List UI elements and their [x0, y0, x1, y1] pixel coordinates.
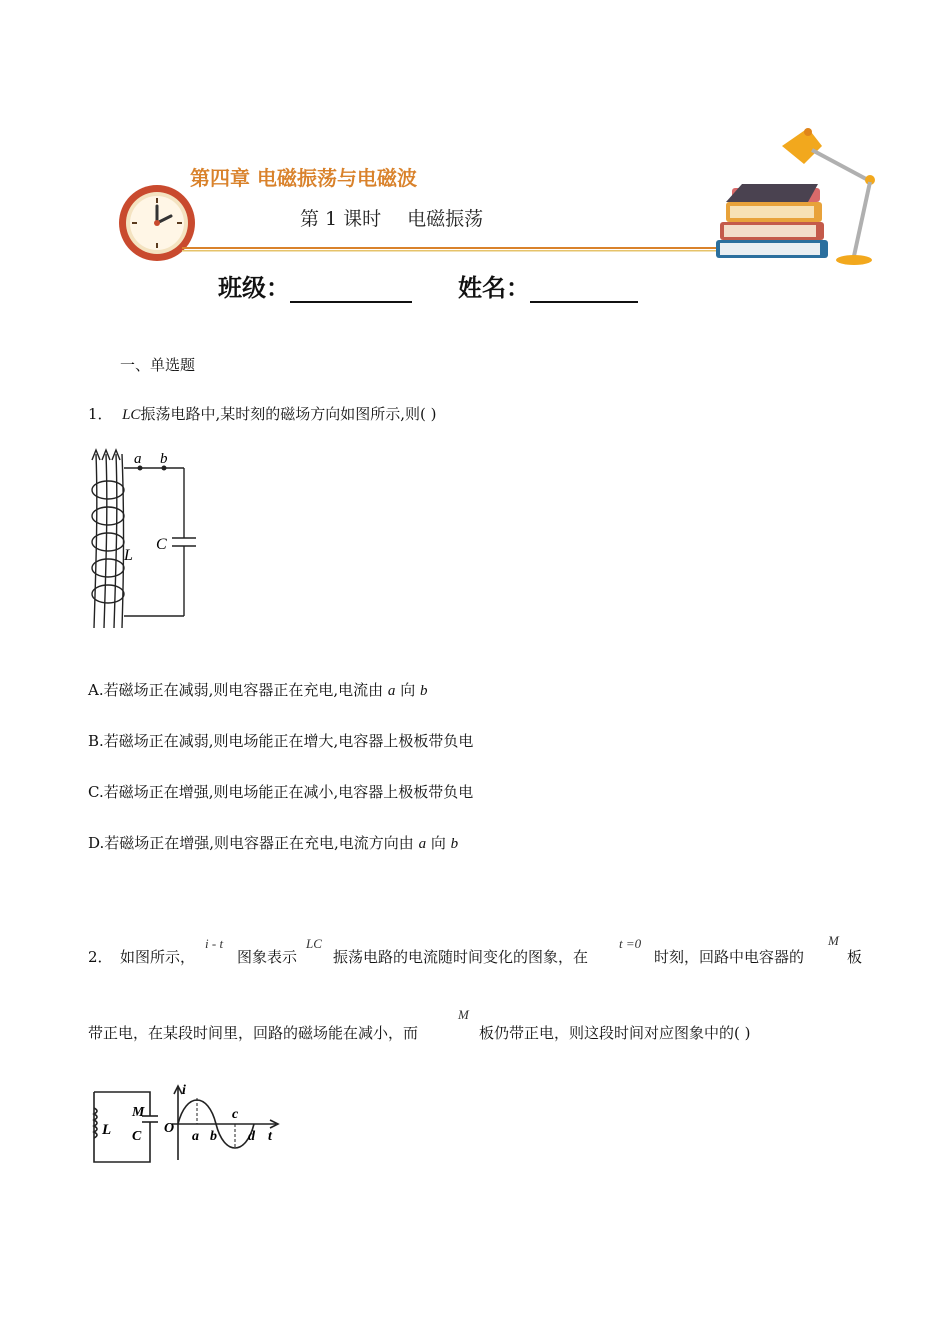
- student-info: [218, 268, 638, 303]
- question-2-line2b: 板仍带正电，则这段时间对应图象中的( ): [479, 1024, 751, 1042]
- fig2-label-c-point: c: [232, 1107, 239, 1122]
- q1-circuit-figure: [84, 446, 196, 632]
- fig2-label-o: O: [164, 1121, 175, 1136]
- fig2-label-a: a: [192, 1129, 199, 1144]
- question-1-stem: [88, 403, 436, 424]
- fig2-label-d: d: [248, 1129, 255, 1144]
- name-label: 姓名：: [458, 274, 530, 302]
- fig-label-a: a: [134, 451, 142, 467]
- question-2-number: 2．: [88, 948, 113, 966]
- fig-label-b: b: [160, 451, 168, 467]
- fig2-label-l: L: [102, 1122, 112, 1138]
- option-c[interactable]: C.若磁场正在增强,则电场能正在减小,电容器上极板带负电: [88, 783, 474, 801]
- question-2-text-5: 板: [847, 948, 863, 966]
- lc-symbol: LC: [122, 407, 141, 423]
- question-2-text-3: 振荡电路的电流随时间变化的图象，在: [333, 948, 589, 966]
- class-input[interactable]: [290, 275, 412, 303]
- section-heading: 一、单选题: [120, 356, 196, 374]
- q2-circuit-graph-figure: [86, 1082, 284, 1168]
- fig2-label-i: i: [182, 1083, 186, 1098]
- fig-label-l: L: [124, 547, 133, 564]
- question-number: 1．: [88, 405, 113, 423]
- question-2-text-4: 时刻，回路中电容器的: [654, 948, 805, 966]
- books-lamp-illustration: [712, 122, 884, 268]
- m-symbol-2: M: [458, 1007, 469, 1022]
- name-input[interactable]: [530, 275, 638, 303]
- m-symbol: M: [828, 933, 839, 948]
- question-text: 振荡电路中,某时刻的磁场方向如图所示,则( ): [140, 405, 437, 423]
- question-2-line2a: 带正电，在某段时间里，回路的磁场能在减小，而: [88, 1024, 419, 1042]
- class-label: 班级：: [218, 274, 290, 302]
- lesson-name: 电磁振荡: [407, 208, 484, 230]
- fig2-label-c: C: [132, 1129, 142, 1144]
- t-zero-symbol: t =0: [619, 936, 642, 951]
- chapter-title: 第四章 电磁振荡与电磁波: [190, 166, 417, 190]
- question-2-text-1: 如图所示，: [120, 948, 196, 966]
- option-b[interactable]: B.若磁场正在减弱,则电场能正在增大,电容器上极板带负电: [88, 732, 474, 750]
- question-2-text-2: 图象表示: [237, 948, 298, 966]
- lesson-title: [300, 204, 483, 231]
- header-rule: [182, 247, 722, 252]
- fig2-label-m: M: [132, 1105, 145, 1120]
- fig-label-c: C: [156, 536, 167, 553]
- fig2-label-t: t: [268, 1129, 272, 1144]
- lc-symbol-q2: LC: [306, 936, 322, 951]
- option-d[interactable]: D.若磁场正在增强,则电容器正在充电,电流方向由 a 向 b: [88, 834, 459, 852]
- option-a[interactable]: A.若磁场正在减弱,则电容器正在充电,电流由 a 向 b: [88, 681, 428, 699]
- lesson-number: 第 1 课时: [300, 208, 382, 230]
- it-symbol: i - t: [205, 936, 224, 951]
- fig2-label-b: b: [210, 1129, 217, 1144]
